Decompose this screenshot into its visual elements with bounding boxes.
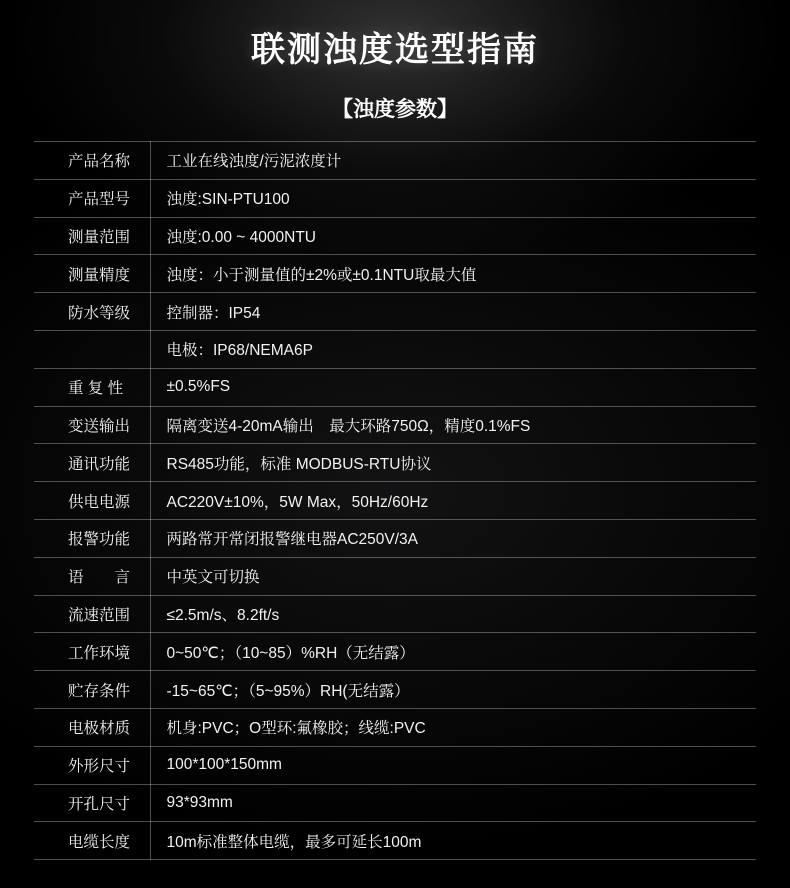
table-row <box>34 671 756 709</box>
spec-value: 隔离变送4-20mA输出 最大环路750Ω，精度0.1%FS <box>150 406 756 444</box>
table-row <box>34 784 756 822</box>
spec-label: 供电电源 <box>34 482 150 520</box>
spec-label: 语 言 <box>34 557 150 595</box>
spec-value: 10m标准整体电缆，最多可延长100m <box>150 822 756 860</box>
specification-table <box>34 141 756 860</box>
section-subtitle: 【浊度参数】 <box>332 98 458 121</box>
table-row <box>34 746 756 784</box>
spec-value: 浊度:SIN-PTU100 <box>150 179 756 217</box>
spec-label: 测量精度 <box>34 255 150 293</box>
spec-label: 重 复 性 <box>34 368 150 406</box>
spec-label: 开孔尺寸 <box>34 784 150 822</box>
spec-value: ≤2.5m/s、8.2ft/s <box>150 595 756 633</box>
spec-label: 通讯功能 <box>34 444 150 482</box>
page-title: 联测浊度选型指南 <box>251 31 539 69</box>
table-row <box>34 482 756 520</box>
spec-label: 测量范围 <box>34 217 150 255</box>
table-row <box>34 142 756 180</box>
table-row <box>34 444 756 482</box>
table-row <box>34 822 756 860</box>
spec-value: 两路常开常闭报警继电器AC250V/3A <box>150 519 756 557</box>
spec-table-body <box>34 142 756 860</box>
spec-label: 流速范围 <box>34 595 150 633</box>
table-row <box>34 330 756 368</box>
table-row <box>34 708 756 746</box>
spec-label <box>34 330 150 368</box>
spec-value: 浊度：小于测量值的±2%或±0.1NTU取最大值 <box>150 255 756 293</box>
spec-label: 工作环境 <box>34 633 150 671</box>
spec-label: 贮存条件 <box>34 671 150 709</box>
spec-value: 机身:PVC；O型环:氟橡胶；线缆:PVC <box>150 708 756 746</box>
table-row <box>34 179 756 217</box>
table-row <box>34 255 756 293</box>
table-row <box>34 633 756 671</box>
spec-value: 0~50℃；（10~85）%RH（无结露） <box>150 633 756 671</box>
table-row <box>34 595 756 633</box>
table-row <box>34 217 756 255</box>
table-row <box>34 368 756 406</box>
spec-label: 报警功能 <box>34 519 150 557</box>
spec-label: 电缆长度 <box>34 822 150 860</box>
table-row <box>34 293 756 331</box>
spec-value: RS485功能，标准 MODBUS-RTU协议 <box>150 444 756 482</box>
table-row <box>34 406 756 444</box>
spec-label: 防水等级 <box>34 293 150 331</box>
spec-value: 中英文可切换 <box>150 557 756 595</box>
spec-value: 电极：IP68/NEMA6P <box>150 330 756 368</box>
spec-label: 外形尺寸 <box>34 746 150 784</box>
spec-label: 变送输出 <box>34 406 150 444</box>
spec-value: 工业在线浊度/污泥浓度计 <box>150 142 756 180</box>
bottom-gradient-overlay <box>0 862 790 888</box>
table-row <box>34 519 756 557</box>
spec-value: 控制器：IP54 <box>150 293 756 331</box>
spec-label: 电极材质 <box>34 708 150 746</box>
spec-value: 100*100*150mm <box>150 746 756 784</box>
spec-value: 93*93mm <box>150 784 756 822</box>
spec-value: 浊度:0.00 ~ 4000NTU <box>150 217 756 255</box>
spec-value: ±0.5%FS <box>150 368 756 406</box>
spec-label: 产品名称 <box>34 142 150 180</box>
spec-value: -15~65℃；（5~95%）RH(无结露） <box>150 671 756 709</box>
spec-label: 产品型号 <box>34 179 150 217</box>
table-row <box>34 557 756 595</box>
spec-value: AC220V±10%，5W Max，50Hz/60Hz <box>150 482 756 520</box>
